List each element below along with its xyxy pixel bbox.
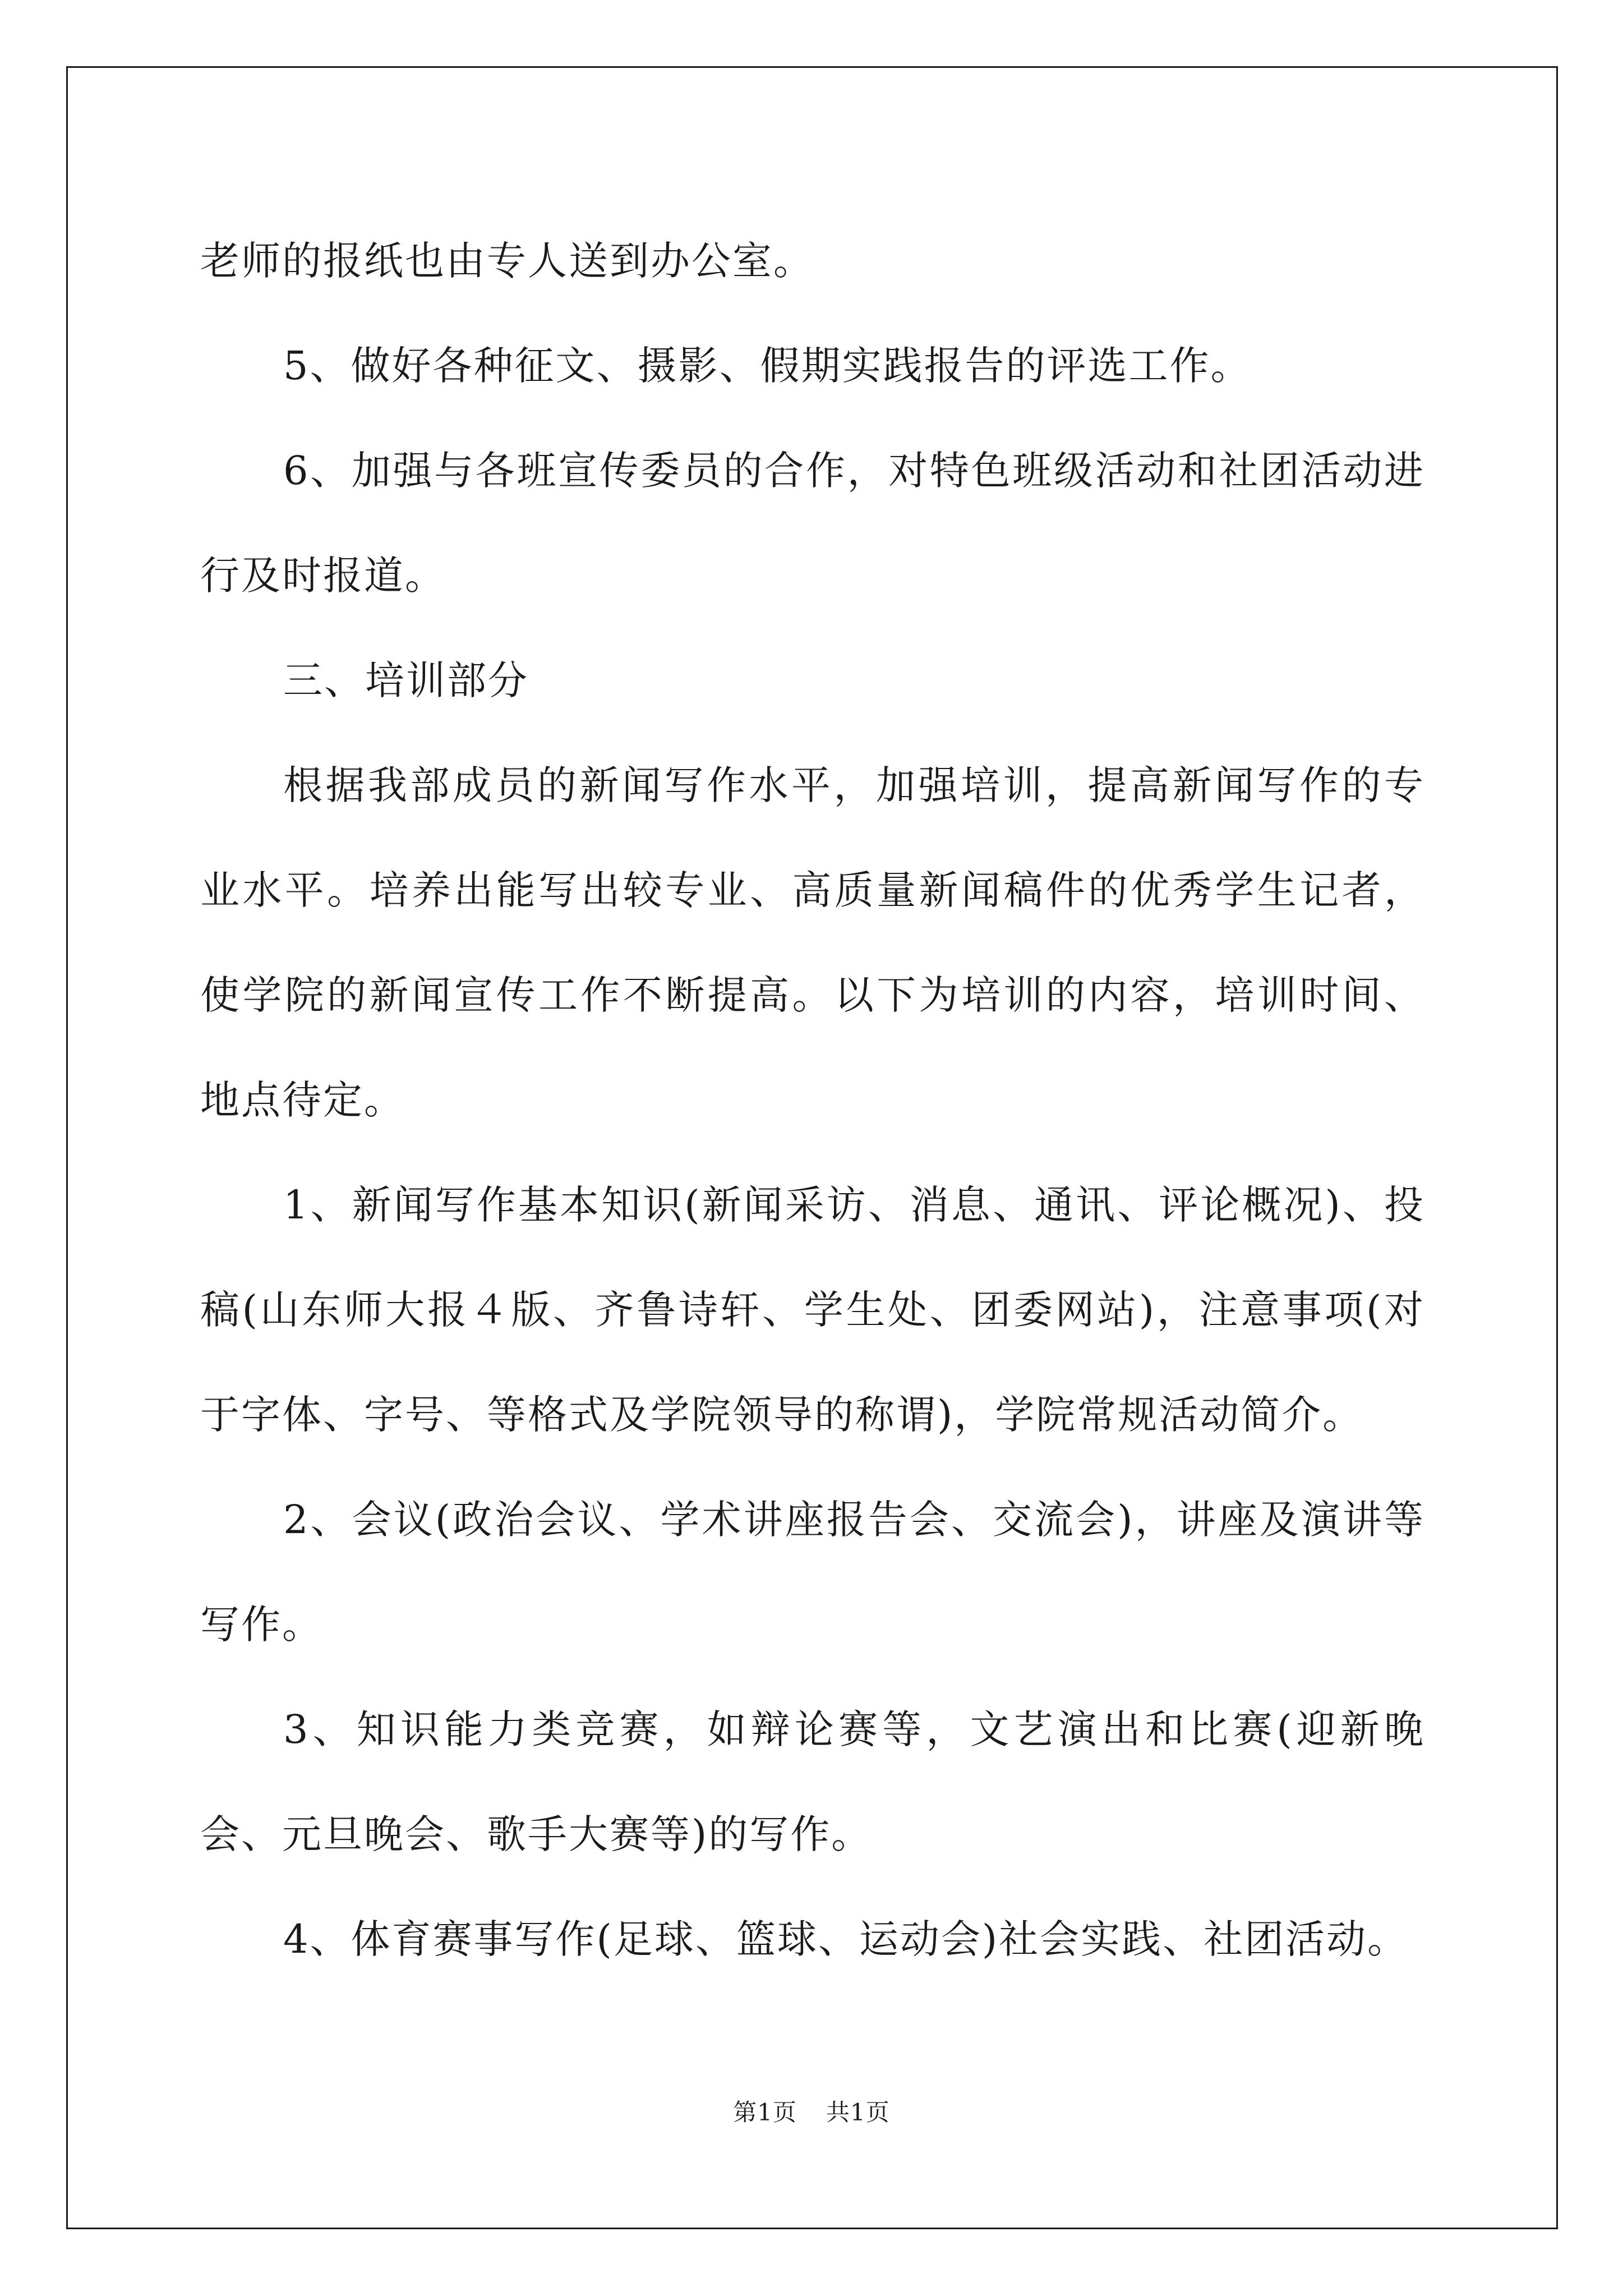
list-item: 3、知识能力类竞赛，如辩论赛等，文艺演出和比赛(迎新晚会、元旦晚会、歌手大赛等)的写作。	[200, 1706, 1425, 1857]
paragraph: 老师的报纸也由专人送到办公室。	[200, 238, 814, 284]
section-heading: 三、培训部分	[283, 657, 529, 703]
paragraph: 根据我部成员的新闻写作水平，加强培训，提高新闻写作的专业水平。培养出能写出较专业、高质量新闻稿件的优秀学生记者，使学院的新闻宣传工作不断提高。以下为培训的内容，培训时间、地点待定。	[200, 762, 1425, 1123]
page-total: 共1页	[826, 2099, 890, 2126]
page-footer	[0, 2094, 1623, 2128]
list-item: 1、新闻写作基本知识(新闻采访、消息、通讯、评论概况)、投稿(山东师大报４版、齐鲁诗轩、学生处、团委网站)，注意事项(对于字体、字号、等格式及学院领导的称谓)，学院常规活动简介。	[200, 1182, 1425, 1438]
page-number: 第1页	[733, 2099, 797, 2126]
document-body	[200, 209, 1425, 1992]
list-item: 2、会议(政治会议、学术讲座报告会、交流会)，讲座及演讲等写作。	[200, 1497, 1425, 1648]
list-item: 4、体育赛事写作(足球、篮球、运动会)社会实践、社团活动。	[283, 1916, 1409, 1962]
paragraph: 5、做好各种征文、摄影、假期实践报告的评选工作。	[283, 343, 1252, 389]
paragraph: 6、加强与各班宣传委员的合作，对特色班级活动和社团活动进行及时报道。	[200, 448, 1425, 599]
